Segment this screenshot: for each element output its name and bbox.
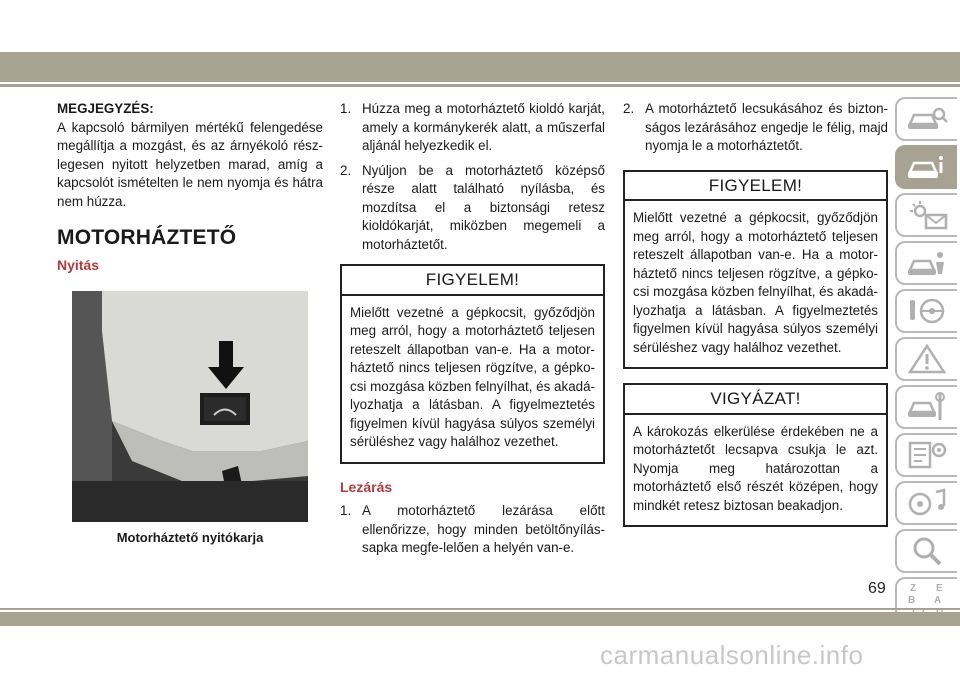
step-text: Nyúljon be a motorháztető középső része alatt található nyílásba, és mozdítsa el a biztonsági retesz kioldókarját, miközben megemeli a motorháztetőt. xyxy=(362,162,605,252)
list-item xyxy=(340,162,605,255)
warning-title: FIGYELEM! xyxy=(625,172,886,202)
tab-lights-message[interactable] xyxy=(895,193,957,237)
list-item xyxy=(623,100,888,156)
list-item xyxy=(340,100,605,156)
lights-message-icon xyxy=(906,200,948,230)
warning-title: FIGYELEM! xyxy=(342,266,603,296)
step-text: A motorháztető lecsukásához és bizton-ságos lezárásához engedje le félig, majd nyomja le a motorháztetőt. xyxy=(645,101,888,153)
index-letter: B xyxy=(908,595,916,606)
step-number: 2. xyxy=(340,162,352,178)
note-heading: MEGJEGYZÉS: xyxy=(57,101,154,116)
step-text: A motorháztető lezárása előtt ellenőrizze, hogy minden betöltőnyílás-sapka megfe-lelően a helyén van-e. xyxy=(362,503,605,555)
warning-box-2 xyxy=(623,170,888,370)
warning-triangle-icon xyxy=(906,344,948,374)
hood-release-photo-illustration xyxy=(72,291,308,522)
column-2 xyxy=(340,100,605,564)
closing-steps-continued xyxy=(623,100,888,156)
tab-warning[interactable] xyxy=(895,337,957,381)
car-search-icon xyxy=(906,104,948,134)
step-number: 1. xyxy=(340,503,352,518)
index-letter: E xyxy=(936,583,943,594)
column-3 xyxy=(623,100,888,527)
column-1 xyxy=(57,100,323,274)
footer-rule xyxy=(0,608,960,610)
tab-car-safety[interactable] xyxy=(895,241,957,285)
step-number: 1. xyxy=(340,101,352,116)
footer-band xyxy=(0,612,960,626)
car-tools-icon xyxy=(906,392,948,422)
hood-release-lever-photo xyxy=(72,291,308,522)
tab-steering-key[interactable] xyxy=(895,289,957,333)
photo-caption: Motorháztető nyitókarja xyxy=(116,530,264,545)
closing-steps xyxy=(340,502,605,558)
step-text: Húzza meg a motorháztető kioldó karját, amely a kormánykerék alatt, a műszerfal aljánál helyezkedik el. xyxy=(362,101,605,153)
page-number: 69 xyxy=(868,580,886,597)
tab-car-tools[interactable] xyxy=(895,385,957,429)
warning-text: Mielőtt vezetné a gépkocsit, győződjön meg arról, hogy a motorháztető teljesen reteszelt állapotban van-e. Ha a motor-háztető nincs teljesen rögzítve, a gépko-csi mozgása közben felnyílhat, és akadá-lyozhatja a látásban. A figyelmeztetés figyelmen kívül hagyása súlyos személyi sérüléshez vagy halálhoz vezethet. xyxy=(350,304,595,449)
note-text: A kapcsoló bármilyen mértékű felengedése megállítja a mozgást, és az árnyékoló rész-legesen nyitott helyzetben marad, amíg a kapcsolót ismételten le nem nyomja és hátra nem húzza. xyxy=(57,119,323,209)
tab-car-search[interactable] xyxy=(895,97,957,141)
tab-search[interactable] xyxy=(895,529,957,573)
steering-key-icon xyxy=(906,296,948,326)
tab-car-info[interactable] xyxy=(895,145,957,189)
car-safety-icon xyxy=(906,248,948,278)
opening-steps xyxy=(340,100,605,254)
index-letter: Z xyxy=(910,583,917,594)
maintenance-list-icon xyxy=(906,440,948,470)
closing-heading: Lezárás xyxy=(340,478,393,495)
warning-box-1 xyxy=(340,264,605,464)
caution-title: VIGYÁZAT! xyxy=(625,385,886,415)
header-rule xyxy=(0,84,960,87)
caution-text: A károkozás elkerülése érdekében ne a motorháztetőt lecsapva csukja le azt. Nyomja meg határozottan a motorháztető első részét középen, hogy mindkét retesz biztosan beakadjon. xyxy=(633,423,878,513)
media-settings-icon xyxy=(906,488,948,518)
top-margin xyxy=(0,0,960,50)
tab-media-settings[interactable] xyxy=(895,481,957,525)
index-letter: A xyxy=(934,595,942,606)
step-number: 2. xyxy=(623,101,635,116)
car-info-icon xyxy=(906,152,948,182)
chapter-tabs xyxy=(895,97,960,625)
warning-text: Mielőtt vezetné a gépkocsit, győződjön meg arról, hogy a motorháztető teljesen reteszelt állapotban van-e. Ha a motor-háztető nincs teljesen rögzítve, a gépko-csi mozgása közben felnyílhat, és akadá-lyozhatja a látásban. A figyelmeztetés figyelmen kívül hagyása súlyos személyi sérüléshez vagy halálhoz vezethet. xyxy=(633,210,878,355)
caution-box xyxy=(623,383,888,527)
list-item xyxy=(340,502,605,558)
tab-maintenance[interactable] xyxy=(895,433,957,477)
header-band xyxy=(0,52,960,82)
opening-heading: Nyitás xyxy=(57,256,100,273)
section-title: MOTORHÁZTETŐ xyxy=(57,226,237,249)
search-icon xyxy=(906,536,948,566)
watermark: carmanualsonline.info xyxy=(600,640,864,670)
